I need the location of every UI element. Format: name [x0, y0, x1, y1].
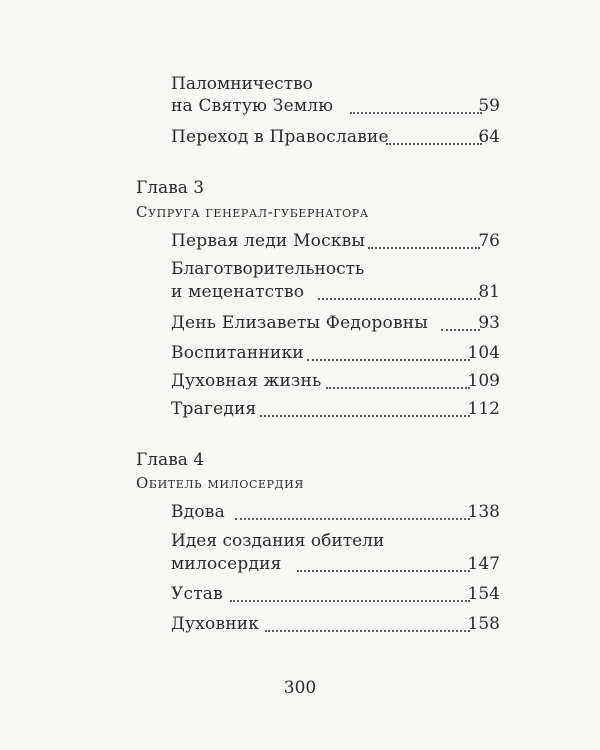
toc-entry[interactable] [0, 552, 600, 578]
toc-entry-page: 158 [467, 614, 500, 634]
toc-entry-title: Духовник [171, 614, 260, 634]
chapter-title: Супруга генерал-губернатора [136, 203, 369, 221]
leader-dots [441, 327, 480, 331]
leader-dots [297, 568, 470, 572]
toc-entry-page: 81 [478, 282, 500, 302]
chapter-title: Обитель милосердия [136, 474, 304, 492]
toc-entry-page: 76 [478, 231, 500, 251]
toc-entry-title: Первая леди Москвы [171, 231, 366, 251]
leader-dots [368, 245, 480, 249]
leader-dots [230, 598, 470, 602]
leader-dots [260, 413, 470, 417]
leader-dots [326, 385, 470, 389]
toc-entry[interactable] [0, 500, 600, 526]
toc-entry-title-line2: на Святую Землю [171, 96, 334, 116]
toc-entry-title-line2: милосердия [171, 554, 282, 574]
toc-entry-title-line1: Благотворительность [171, 259, 365, 279]
leader-dots [235, 516, 470, 520]
toc-entry-page: 138 [467, 502, 500, 522]
toc-entry-title-line2: и меценатство [171, 282, 305, 302]
toc-entry-page: 154 [467, 584, 500, 604]
toc-entry-page: 104 [467, 343, 500, 363]
toc-entry-page: 112 [467, 399, 500, 419]
toc-entry[interactable] [0, 94, 600, 120]
toc-entry-title: Воспитанники [171, 343, 304, 363]
toc-entry[interactable] [0, 280, 600, 306]
leader-dots [265, 628, 470, 632]
toc-entry[interactable] [0, 125, 600, 151]
toc-entry[interactable] [0, 582, 600, 608]
toc-entry-title-line1: Идея создания обители [171, 531, 385, 551]
toc-entry[interactable] [0, 612, 600, 638]
toc-entry-page: 59 [478, 96, 500, 116]
page-number: 300 [283, 678, 317, 698]
toc-entry-title: Устав [171, 584, 223, 604]
toc-entry[interactable] [0, 369, 600, 395]
toc-entry[interactable] [0, 341, 600, 367]
leader-dots [307, 357, 470, 361]
leader-dots [386, 141, 482, 145]
toc-entry-title: День Елизаветы Федоровны [171, 313, 429, 333]
toc-entry-title: Духовная жизнь [171, 371, 322, 391]
toc-entry-title-line1: Паломничество [171, 74, 313, 94]
toc-entry-title: Трагедия [171, 399, 257, 419]
chapter-label: Глава 4 [136, 450, 205, 470]
toc-entry-page: 93 [478, 313, 500, 333]
toc-entry-page: 147 [467, 554, 500, 574]
toc-entry-page: 64 [478, 127, 500, 147]
chapter-label: Глава 3 [136, 178, 205, 198]
toc-entry-title: Переход в Православие [171, 127, 389, 147]
leader-dots [350, 110, 482, 114]
toc-entry[interactable] [0, 397, 600, 423]
toc-entry[interactable] [0, 229, 600, 255]
toc-entry[interactable] [0, 311, 600, 337]
toc-entry-page: 109 [467, 371, 500, 391]
toc-entry-title: Вдова [171, 502, 225, 522]
leader-dots [318, 296, 480, 300]
